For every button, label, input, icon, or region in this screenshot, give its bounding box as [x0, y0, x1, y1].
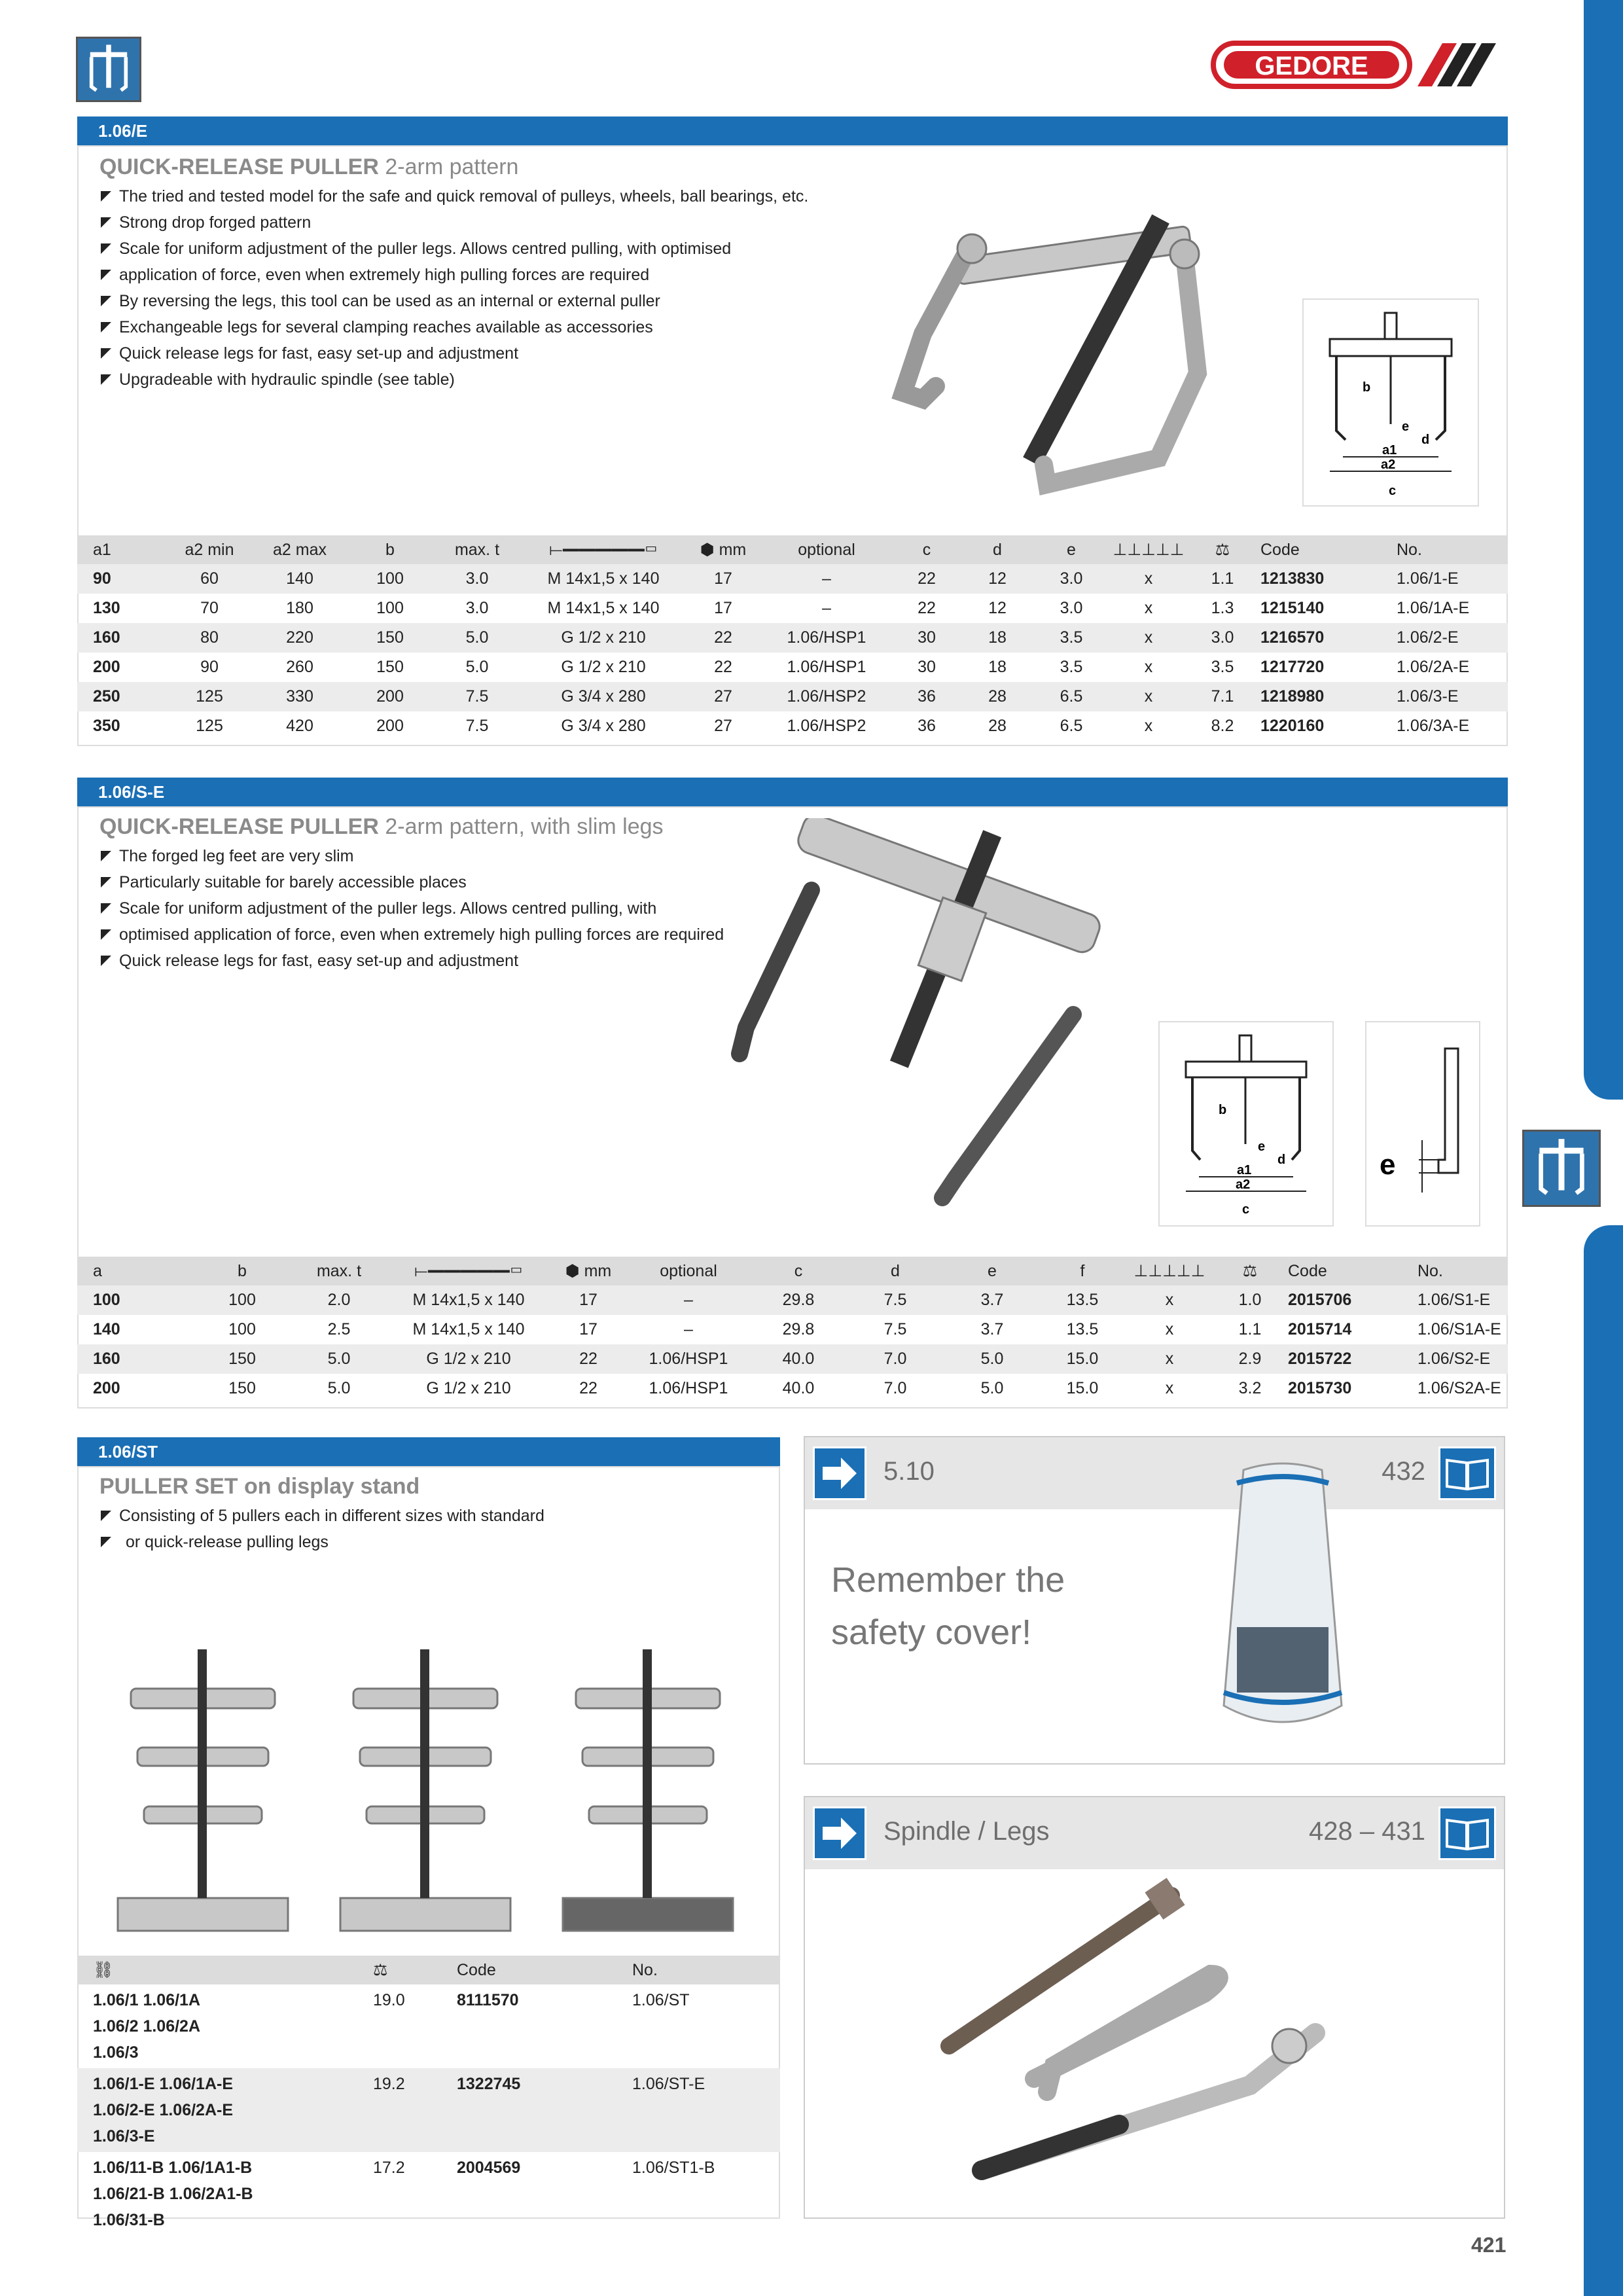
weight-scale-icon: ⚖ — [1215, 541, 1230, 559]
col-scale — [1110, 535, 1187, 564]
book-icon[interactable] — [1438, 1806, 1496, 1860]
col-e: e — [944, 1257, 1041, 1285]
col-e: e — [1033, 535, 1110, 564]
side-tab-bar-top — [1584, 0, 1623, 1100]
scale-ruler-icon: ⊥⊥⊥⊥⊥ — [1113, 541, 1185, 559]
col-spindle — [387, 1257, 550, 1285]
diagram-label-d: d — [1277, 1153, 1286, 1167]
section-1-spec-table — [77, 535, 1508, 741]
book-icon[interactable] — [1438, 1446, 1496, 1500]
col-a2-min: a2 min — [168, 535, 251, 564]
spindle-legs-reference-box[interactable] — [804, 1796, 1505, 2219]
safety-cover-reference-box[interactable] — [804, 1436, 1505, 1765]
puller-product-image — [883, 177, 1263, 517]
col-code: Code — [1258, 535, 1394, 564]
table-row: 350 125 420 200 7.5 G 3/4 x 280 27 1.06/HSP2 36 28 6.5 x 8.2 1220160 1.06/3A-E — [93, 717, 1470, 735]
col-d: d — [962, 535, 1033, 564]
diagram-label-c: c — [1242, 1202, 1250, 1217]
col-optional: optional — [762, 535, 891, 564]
col-hex: ⬢ mm — [550, 1257, 627, 1285]
table-row: 1.06/1 1.06/1A 1.06/2 1.06/2A 1.06/3 19.0 8111570 1.06/ST — [93, 1991, 690, 2062]
diagram-label-e: e — [1402, 420, 1410, 434]
diagram-label-d: d — [1421, 433, 1430, 447]
section-2-title — [99, 814, 664, 840]
bullet: By reversing the legs, this tool can be used as an internal or external puller — [99, 288, 885, 314]
section-1-title-bold: QUICK-RELEASE PULLER — [99, 154, 379, 179]
table-row: 160 150 5.0 G 1/2 x 210 22 1.06/HSP1 40.0 7.0 5.0 15.0 x 2.9 2015722 1.06/S2-E — [77, 1344, 1508, 1374]
col-max-t: max. t — [432, 535, 522, 564]
section-2-title-bold: QUICK-RELEASE PULLER — [99, 814, 379, 839]
table-row: 100 100 2.0 M 14x1,5 x 140 17 – 29.8 7.5 3.7 13.5 x 1.0 2015706 1.06/S1-E — [77, 1285, 1508, 1315]
slim-leg-foot-diagram — [1365, 1021, 1480, 1227]
bullet-continuation: application of force, even when extremely high pulling forces are required — [99, 262, 885, 288]
diagram-label-a2: a2 — [1381, 457, 1396, 472]
puller-set-display-image — [105, 1636, 759, 1937]
side-tab-bar-bottom — [1584, 1225, 1623, 2296]
col-weight — [1187, 535, 1258, 564]
table-row: 250 125 330 200 7.5 G 3/4 x 280 27 1.06/HSP2 36 28 6.5 x 7.1 1218980 1.06/3-E — [77, 682, 1508, 711]
col-weight — [370, 1956, 454, 1984]
diagram-label-b: b — [1219, 1103, 1227, 1117]
col-contents — [77, 1956, 370, 1984]
section-3-title-text: PULLER SET on display stand — [99, 1474, 420, 1499]
safety-cover-image — [1198, 1457, 1368, 1745]
foot-diagram-label-e: e — [1380, 1149, 1396, 1181]
section-1-header — [77, 117, 1508, 145]
reference-label: Spindle / Legs — [883, 1817, 1050, 1846]
col-weight — [1215, 1257, 1285, 1285]
puller-dimension-diagram — [1302, 298, 1479, 507]
section-3-bullets — [99, 1503, 754, 1555]
bullet: Scale for uniform adjustment of the puller legs. Allows centred pulling, with — [99, 895, 754, 922]
col-a: a — [77, 1257, 194, 1285]
weight-scale-icon: ⚖ — [1242, 1262, 1258, 1280]
bullet: Quick release legs for fast, easy set-up and adjustment — [99, 340, 885, 367]
scale-ruler-icon: ⊥⊥⊥⊥⊥ — [1133, 1262, 1205, 1280]
section-3-code: 1.06/ST — [98, 1442, 158, 1462]
bullet: Consisting of 5 pullers each in different sizes with standard — [99, 1503, 754, 1529]
col-scale — [1124, 1257, 1215, 1285]
table-row: 130 70 180 100 3.0 M 14x1,5 x 140 17 – 22 12 3.0 x 1.3 1215140 1.06/1A-E — [93, 599, 1470, 617]
reference-label: 5.10 — [883, 1457, 935, 1486]
reference-page: 432 — [1382, 1457, 1425, 1486]
slim-puller-product-image — [720, 818, 1165, 1217]
table-row: 200 150 5.0 G 1/2 x 210 22 1.06/HSP1 40.0 7.0 5.0 15.0 x 3.2 2015730 1.06/S2A-E — [93, 1379, 1501, 1397]
reference-page: 428 – 431 — [1309, 1817, 1425, 1846]
bullet: The forged leg feet are very slim — [99, 843, 754, 869]
section-2-bullets — [99, 843, 754, 974]
spindle-icon: ⟝━━━━━▭ — [414, 1261, 523, 1280]
table-row: 200 90 260 150 5.0 G 1/2 x 210 22 1.06/HSP1 30 18 3.5 x 3.5 1217720 1.06/2A-E — [93, 658, 1470, 676]
weight-scale-icon: ⚖ — [373, 1961, 388, 1979]
col-code: Code — [454, 1956, 630, 1984]
diagram-label-e: e — [1258, 1139, 1266, 1154]
arrow-right-icon[interactable] — [813, 1806, 866, 1860]
col-c: c — [750, 1257, 847, 1285]
safety-cover-text: Remember the safety cover! — [831, 1560, 1065, 1652]
bullet-continuation: optimised application of force, even when extremely high pulling forces are required — [99, 922, 754, 948]
col-spindle — [522, 535, 685, 564]
bullet: Particularly suitable for barely accessible places — [99, 869, 754, 895]
hex-nut-icon: ⬢ — [565, 1262, 580, 1280]
col-hex: ⬢ mm — [685, 535, 762, 564]
puller-set-icon: ⛓ — [93, 1960, 114, 1979]
table-header-row — [77, 535, 1508, 564]
col-a2-max: a2 max — [251, 535, 348, 564]
col-d: d — [847, 1257, 944, 1285]
col-no: No. — [1394, 535, 1508, 564]
diagram-label-b: b — [1363, 380, 1371, 395]
bullet-continuation: or quick-release pulling legs — [99, 1529, 754, 1555]
diagram-label-a1: a1 — [1237, 1163, 1252, 1177]
table-row: 90 60 140 100 3.0 M 14x1,5 x 140 17 – 22 12 3.0 x 1.1 1213830 1.06/1-E — [77, 564, 1508, 594]
bullet: Scale for uniform adjustment of the puller legs. Allows centred pulling, with optimised — [99, 236, 885, 262]
table-header-row — [77, 1257, 1508, 1285]
side-puller-icon[interactable] — [1522, 1130, 1601, 1207]
col-optional: optional — [627, 1257, 750, 1285]
col-code: Code — [1285, 1257, 1415, 1285]
hex-nut-icon: ⬢ — [700, 541, 715, 559]
col-f: f — [1041, 1257, 1124, 1285]
section-3-title — [99, 1474, 419, 1499]
table-row: 160 80 220 150 5.0 G 1/2 x 210 22 1.06/HSP1 30 18 3.5 x 3.0 1216570 1.06/2-E — [77, 623, 1508, 653]
bullet: Exchangeable legs for several clamping reaches available as accessories — [99, 314, 885, 340]
section-2-code: 1.06/S-E — [98, 782, 165, 802]
arrow-right-icon[interactable] — [813, 1446, 866, 1500]
bullet: The tried and tested model for the safe and quick removal of pulleys, wheels, ball bearings, etc. — [99, 183, 885, 209]
col-max-t: max. t — [291, 1257, 387, 1285]
section-1-bullets — [99, 183, 885, 393]
gedore-logo[interactable] — [1211, 39, 1499, 92]
table-row: 140 100 2.5 M 14x1,5 x 140 17 – 29.8 7.5 3.7 13.5 x 1.1 2015714 1.06/S1A-E — [93, 1320, 1501, 1338]
page-number: 421 — [1471, 2233, 1507, 2257]
spindle-icon: ⟝━━━━━▭ — [549, 540, 658, 559]
col-c: c — [891, 535, 962, 564]
table-row: 1.06/11-B 1.06/1A1-B 1.06/21-B 1.06/2A1-B 1.06/31-B 17.2 2004569 1.06/ST1-B — [93, 2159, 715, 2229]
bullet: Strong drop forged pattern — [99, 209, 885, 236]
bullet: Quick release legs for fast, easy set-up and adjustment — [99, 948, 754, 974]
section-1-code: 1.06/E — [98, 121, 148, 141]
col-a1: a1 — [77, 535, 168, 564]
table-header-row — [77, 1956, 780, 1984]
diagram-label-c: c — [1389, 484, 1397, 498]
section-2-header — [77, 778, 1508, 806]
slim-puller-dimension-diagram — [1158, 1021, 1334, 1227]
section-3-set-table — [77, 1956, 780, 2236]
section-2-title-rest: 2-arm pattern, with slim legs — [385, 814, 664, 839]
section-3-header — [77, 1437, 780, 1466]
col-no: No. — [1415, 1257, 1508, 1285]
diagram-label-a2: a2 — [1236, 1177, 1251, 1192]
bullet: Upgradeable with hydraulic spindle (see table) — [99, 367, 885, 393]
section-2-spec-table — [77, 1257, 1508, 1403]
col-no: No. — [630, 1956, 780, 1984]
diagram-label-a1: a1 — [1382, 443, 1397, 457]
section-1-title-rest: 2-arm pattern — [385, 154, 519, 179]
table-row: 1.06/1-E 1.06/1A-E 1.06/2-E 1.06/2A-E 1.06/3-E 19.2 1322745 1.06/ST-E — [77, 2068, 780, 2152]
col-b: b — [348, 535, 432, 564]
col-b: b — [194, 1257, 291, 1285]
svg-text:GEDORE: GEDORE — [1255, 52, 1368, 81]
puller-category-icon — [76, 37, 141, 102]
spindle-legs-image — [923, 1876, 1407, 2203]
section-1-title — [99, 154, 518, 180]
